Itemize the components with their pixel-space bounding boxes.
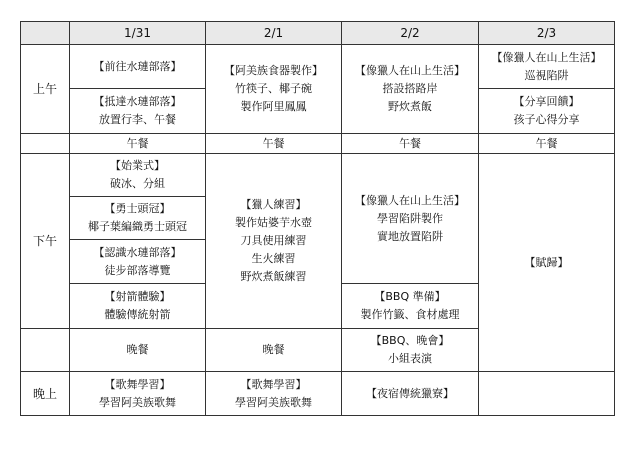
header-day-4: 2/3	[479, 22, 615, 45]
am-day3-cell	[342, 45, 479, 134]
am-day4-a-line-1: 巡視陷阱	[524, 68, 569, 82]
dinner-period-cell	[21, 329, 70, 372]
am-day2-line-1: 竹筷子、椰子碗	[235, 82, 312, 95]
night-row	[21, 372, 615, 416]
pm-day3-a-line-1: 學習陷阱製作	[377, 211, 443, 225]
am-day2-title: 【阿美族食器製作】	[224, 64, 323, 77]
am-day2-line-2: 製作阿里鳳鳳	[240, 100, 307, 113]
am-day1-cell-a	[70, 45, 206, 89]
period-am: 上午	[21, 45, 70, 134]
header-day-1: 1/31	[70, 22, 206, 45]
pm-day1-cell-b	[70, 197, 206, 240]
am-day4-a-title: 【像獵人在山上生活】	[491, 50, 602, 64]
lunch-period-cell	[21, 134, 70, 154]
pm-day1-cell-c	[70, 240, 206, 284]
pm-day1-d-line-1: 體驗傳統射箭	[104, 308, 171, 321]
header-day-2: 2/1	[206, 22, 342, 45]
am-day2-cell	[206, 45, 342, 134]
pm-day1-b-line-1: 椰子葉編織勇士頭冠	[88, 220, 187, 233]
am-day3-title: 【像獵人在山上生活】	[355, 64, 465, 77]
pm-row-1	[21, 154, 615, 197]
night-day1-title: 【歌舞學習】	[104, 377, 171, 391]
lunch-day4: 午餐	[479, 134, 615, 154]
pm-day4-cell	[479, 154, 615, 372]
am-day3-line-1: 搭設搭路岸	[382, 82, 438, 95]
am-day4-cell-a	[479, 45, 615, 89]
pm-day3-a-title: 【像獵人在山上生活】	[355, 193, 465, 207]
lunch-day2: 午餐	[206, 134, 342, 154]
pm-day2-cell	[206, 154, 342, 329]
dinner-day2: 晚餐	[206, 329, 342, 372]
pm-day3-b-line-1: 製作竹籤、食材處理	[360, 308, 460, 321]
period-pm: 下午	[21, 154, 70, 329]
pm-day3-cell-a	[342, 154, 479, 284]
schedule-table	[20, 21, 615, 416]
pm-day1-b-title: 【勇士頭冠】	[104, 202, 171, 215]
am-day4-cell-b	[479, 89, 615, 134]
pm-day1-c-line-1: 徒步部落導覽	[104, 263, 171, 277]
lunch-day1: 午餐	[70, 134, 206, 154]
pm-day1-a-title: 【始業式】	[110, 159, 165, 172]
dinner-day3	[342, 329, 479, 372]
pm-day2-line-2: 刀具使用練習	[240, 234, 307, 247]
pm-day1-a-line-1: 破冰、分組	[110, 177, 165, 190]
pm-day2-line-3: 生火練習	[251, 252, 296, 265]
pm-day2-line-4: 野炊煮飯練習	[240, 270, 307, 283]
pm-day2-title: 【獵人練習】	[240, 198, 307, 211]
pm-day2-line-1: 製作姑婆芋水壺	[235, 216, 312, 229]
pm-day1-d-title: 【射箭體驗】	[104, 290, 171, 303]
header-row	[21, 22, 615, 45]
header-corner	[21, 22, 70, 45]
period-night: 晚上	[21, 372, 70, 416]
pm-day1-cell-d	[70, 284, 206, 329]
pm-day1-cell-a	[70, 154, 206, 197]
night-day2-line-1: 學習阿美族歌舞	[235, 395, 312, 409]
am-day4-b-title: 【分享回饋】	[513, 95, 580, 108]
dinner-day3-line-1: 小組表演	[388, 352, 432, 365]
am-day4-b-line-1: 孩子心得分享	[513, 113, 580, 126]
pm-day1-c-title: 【認識水璉部落】	[93, 245, 182, 259]
pm-day4-title: 【賦歸】	[524, 255, 569, 269]
night-day2	[206, 372, 342, 416]
night-day2-title: 【歌舞學習】	[240, 377, 307, 391]
am-day3-line-2: 野炊煮飯	[388, 100, 432, 113]
lunch-day3: 午餐	[342, 134, 479, 154]
night-day3-title: 【夜宿傳統獵寮】	[366, 386, 454, 400]
dinner-day1: 晚餐	[70, 329, 206, 372]
am-day1-cell-b	[70, 89, 206, 134]
pm-day3-b-title: 【BBQ 準備】	[374, 290, 446, 303]
night-day4	[479, 372, 615, 416]
pm-day3-cell-b	[342, 284, 479, 329]
am-day1-a-title: 【前往水璉部落】	[93, 59, 182, 73]
am-day1-b-line-1: 放置行李、午餐	[99, 113, 176, 126]
night-day1-line-1: 學習阿美族歌舞	[99, 395, 176, 409]
dinner-day3-title: 【BBQ、晚會】	[370, 334, 450, 347]
am-day1-b-title: 【抵達水璉部落】	[93, 95, 182, 108]
pm-day3-a-line-2: 實地放置陷阱	[377, 229, 443, 243]
night-day3	[342, 372, 479, 416]
night-day1	[70, 372, 206, 416]
header-day-3: 2/2	[342, 22, 479, 45]
am-row-1	[21, 45, 615, 89]
lunch-row	[21, 134, 615, 154]
